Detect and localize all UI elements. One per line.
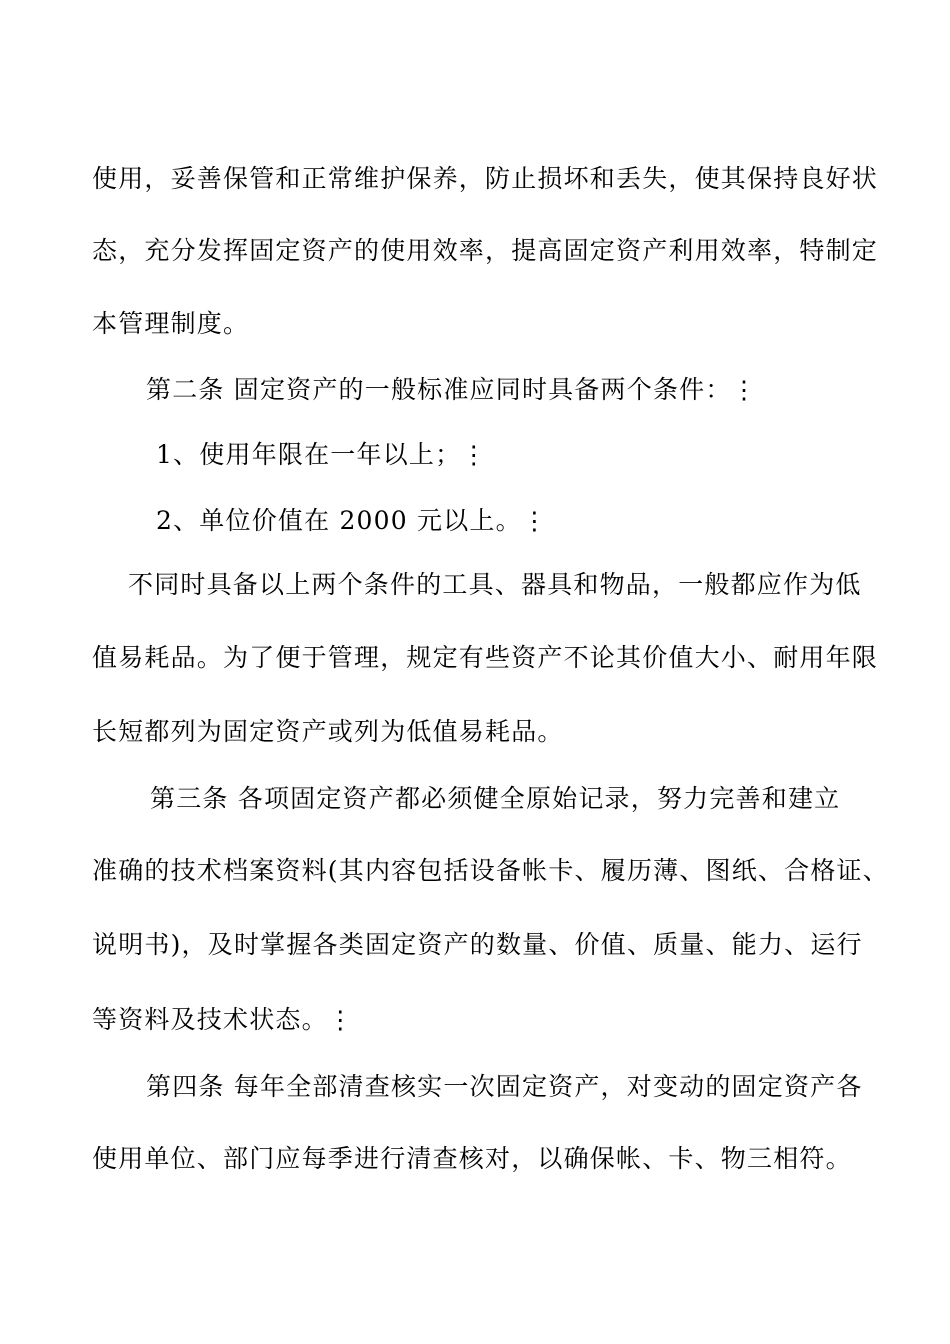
body-text-line: 态，充分发挥固定资产的使用效率，提高固定资产利用效率，特制定 [92,236,879,265]
body-text-line: 等资料及技术状态。⋮ [92,1005,355,1034]
body-text-line: 本管理制度。 [92,309,250,338]
article-4-heading: 第四条 每年全部清查核实一次固定资产，对变动的固定资产各 [146,1072,863,1101]
article-3-heading: 第三条 各项固定资产都必须健全原始记录，努力完善和建立 [150,784,841,813]
article-2-heading: 第二条 固定资产的一般标准应同时具备两个条件：⋮ [146,375,758,404]
list-item-2: 2、单位价值在 2000 元以上。⋮ [156,506,549,535]
body-text-line: 长短都列为固定资产或列为低值易耗品。 [92,717,564,746]
body-text-line: 不同时具备以上两个条件的工具、器具和物品，一般都应作为低 [128,570,862,599]
body-text-line: 使用，妥善保管和正常维护保养，防止损坏和丢失，使其保持良好状 [92,164,879,193]
body-text-line: 说明书)，及时掌握各类固定资产的数量、价值、质量、能力、运行 [92,930,863,959]
body-text-line: 值易耗品。为了便于管理，规定有些资产不论其价值大小、耐用年限 [92,643,879,672]
body-text-line: 准确的技术档案资料(其内容包括设备帐卡、履历薄、图纸、合格证、 [92,856,889,885]
body-text-line: 使用单位、部门应每季进行清查核对，以确保帐、卡、物三相符。 [92,1144,852,1173]
list-item-1: 1、使用年限在一年以上；⋮ [156,440,488,469]
